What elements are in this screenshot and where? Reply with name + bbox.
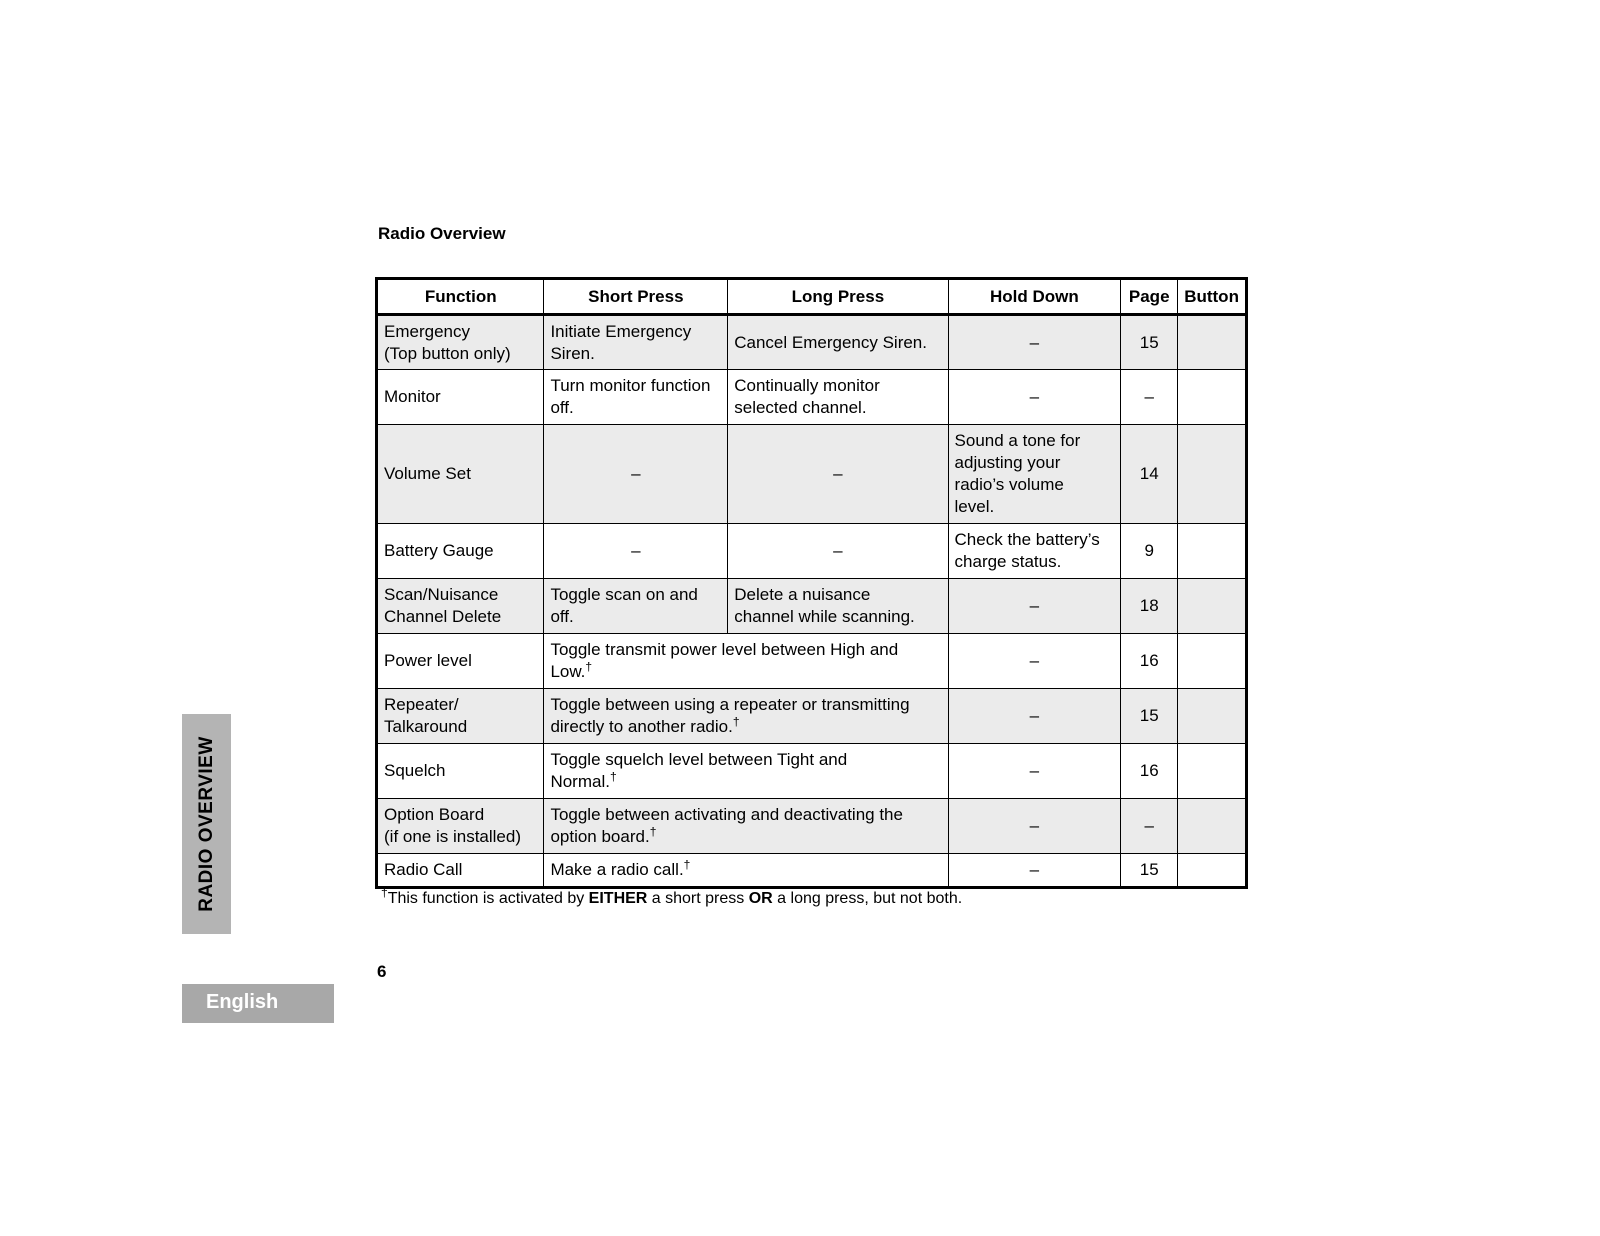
hold-down-cell: – (948, 854, 1121, 888)
hold-down-cell: – (948, 689, 1121, 744)
button-cell (1178, 689, 1247, 744)
language-tab (182, 984, 334, 1023)
page-cell: 15 (1121, 689, 1178, 744)
short-press-cell: Toggle scan on and off. (544, 579, 728, 634)
function-cell: Squelch (377, 744, 544, 799)
header-function: Function (377, 279, 544, 315)
dagger-mark: † (732, 714, 740, 729)
hold-down-cell: – (948, 634, 1121, 689)
function-cell: Power level (377, 634, 544, 689)
page-cell: 15 (1121, 315, 1178, 370)
long-press-cell: Delete a nuisance channel while scanning. (728, 579, 948, 634)
section-title: Radio Overview (378, 224, 506, 243)
button-cell (1178, 524, 1247, 579)
merged-press-cell: Toggle between using a repeater or transmitting directly to another radio.† (544, 689, 948, 744)
function-table (375, 277, 1248, 889)
long-press-cell: – (728, 425, 948, 524)
table-row (377, 370, 1247, 425)
header-button: Button (1178, 279, 1247, 315)
long-press-cell: – (728, 524, 948, 579)
hold-down-cell: – (948, 315, 1121, 370)
table-row (377, 799, 1247, 854)
hold-down-cell: – (948, 370, 1121, 425)
button-cell (1178, 370, 1247, 425)
page-cell: 18 (1121, 579, 1178, 634)
table-row (377, 315, 1247, 370)
page-number: 6 (377, 962, 387, 981)
merged-press-cell: Toggle squelch level between Tight and Normal.† (544, 744, 948, 799)
header-short-press: Short Press (544, 279, 728, 315)
function-cell: Volume Set (377, 425, 544, 524)
hold-down-cell: – (948, 799, 1121, 854)
table-row (377, 579, 1247, 634)
header-long-press: Long Press (728, 279, 948, 315)
table-row (377, 744, 1247, 799)
table-row (377, 524, 1247, 579)
function-cell: Emergency (Top button only) (377, 315, 544, 370)
function-cell: Monitor (377, 370, 544, 425)
dagger-mark: † (649, 824, 657, 839)
table-row (377, 689, 1247, 744)
language-tab-label: English (206, 991, 279, 1013)
long-press-cell: Cancel Emergency Siren. (728, 315, 948, 370)
function-cell: Battery Gauge (377, 524, 544, 579)
page-cell: 15 (1121, 854, 1178, 888)
table-row (377, 634, 1247, 689)
button-cell (1178, 315, 1247, 370)
page-cell: – (1121, 799, 1178, 854)
merged-press-cell: Toggle between activating and deactivating the option board.† (544, 799, 948, 854)
button-cell (1178, 579, 1247, 634)
side-tab-label: RADIO OVERVIEW (195, 736, 217, 912)
merged-press-cell: Toggle transmit power level between High and Low.† (544, 634, 948, 689)
button-cell (1178, 425, 1247, 524)
header-page: Page (1121, 279, 1178, 315)
function-cell: Option Board (if one is installed) (377, 799, 544, 854)
function-cell: Repeater/ Talkaround (377, 689, 544, 744)
hold-down-cell: Check the battery’s charge status. (948, 524, 1121, 579)
table-row (377, 425, 1247, 524)
function-cell: Scan/Nuisance Channel Delete (377, 579, 544, 634)
button-cell (1178, 634, 1247, 689)
hold-down-cell: – (948, 744, 1121, 799)
dagger-mark: † (609, 769, 617, 784)
short-press-cell: – (544, 524, 728, 579)
short-press-cell: Initiate Emergency Siren. (544, 315, 728, 370)
button-cell (1178, 744, 1247, 799)
dagger-mark: † (683, 857, 691, 872)
page-cell: 16 (1121, 634, 1178, 689)
short-press-cell: Turn monitor function off. (544, 370, 728, 425)
dagger-mark: † (585, 659, 593, 674)
header-hold-down: Hold Down (948, 279, 1121, 315)
button-cell (1178, 799, 1247, 854)
table-row (377, 854, 1247, 888)
button-cell (1178, 854, 1247, 888)
dagger-mark: † (381, 885, 388, 900)
hold-down-cell: Sound a tone for adjusting your radio’s volume level. (948, 425, 1121, 524)
section-side-tab (182, 714, 231, 934)
table-header-row (377, 279, 1247, 315)
page-cell: – (1121, 370, 1178, 425)
page-cell: 14 (1121, 425, 1178, 524)
page-cell: 16 (1121, 744, 1178, 799)
page-cell: 9 (1121, 524, 1178, 579)
hold-down-cell: – (948, 579, 1121, 634)
merged-press-cell: Make a radio call.† (544, 854, 948, 888)
function-cell: Radio Call (377, 854, 544, 888)
footnote: †This function is activated by EITHER a short press OR a long press, but not both. (381, 885, 963, 907)
long-press-cell: Continually monitor selected channel. (728, 370, 948, 425)
short-press-cell: – (544, 425, 728, 524)
